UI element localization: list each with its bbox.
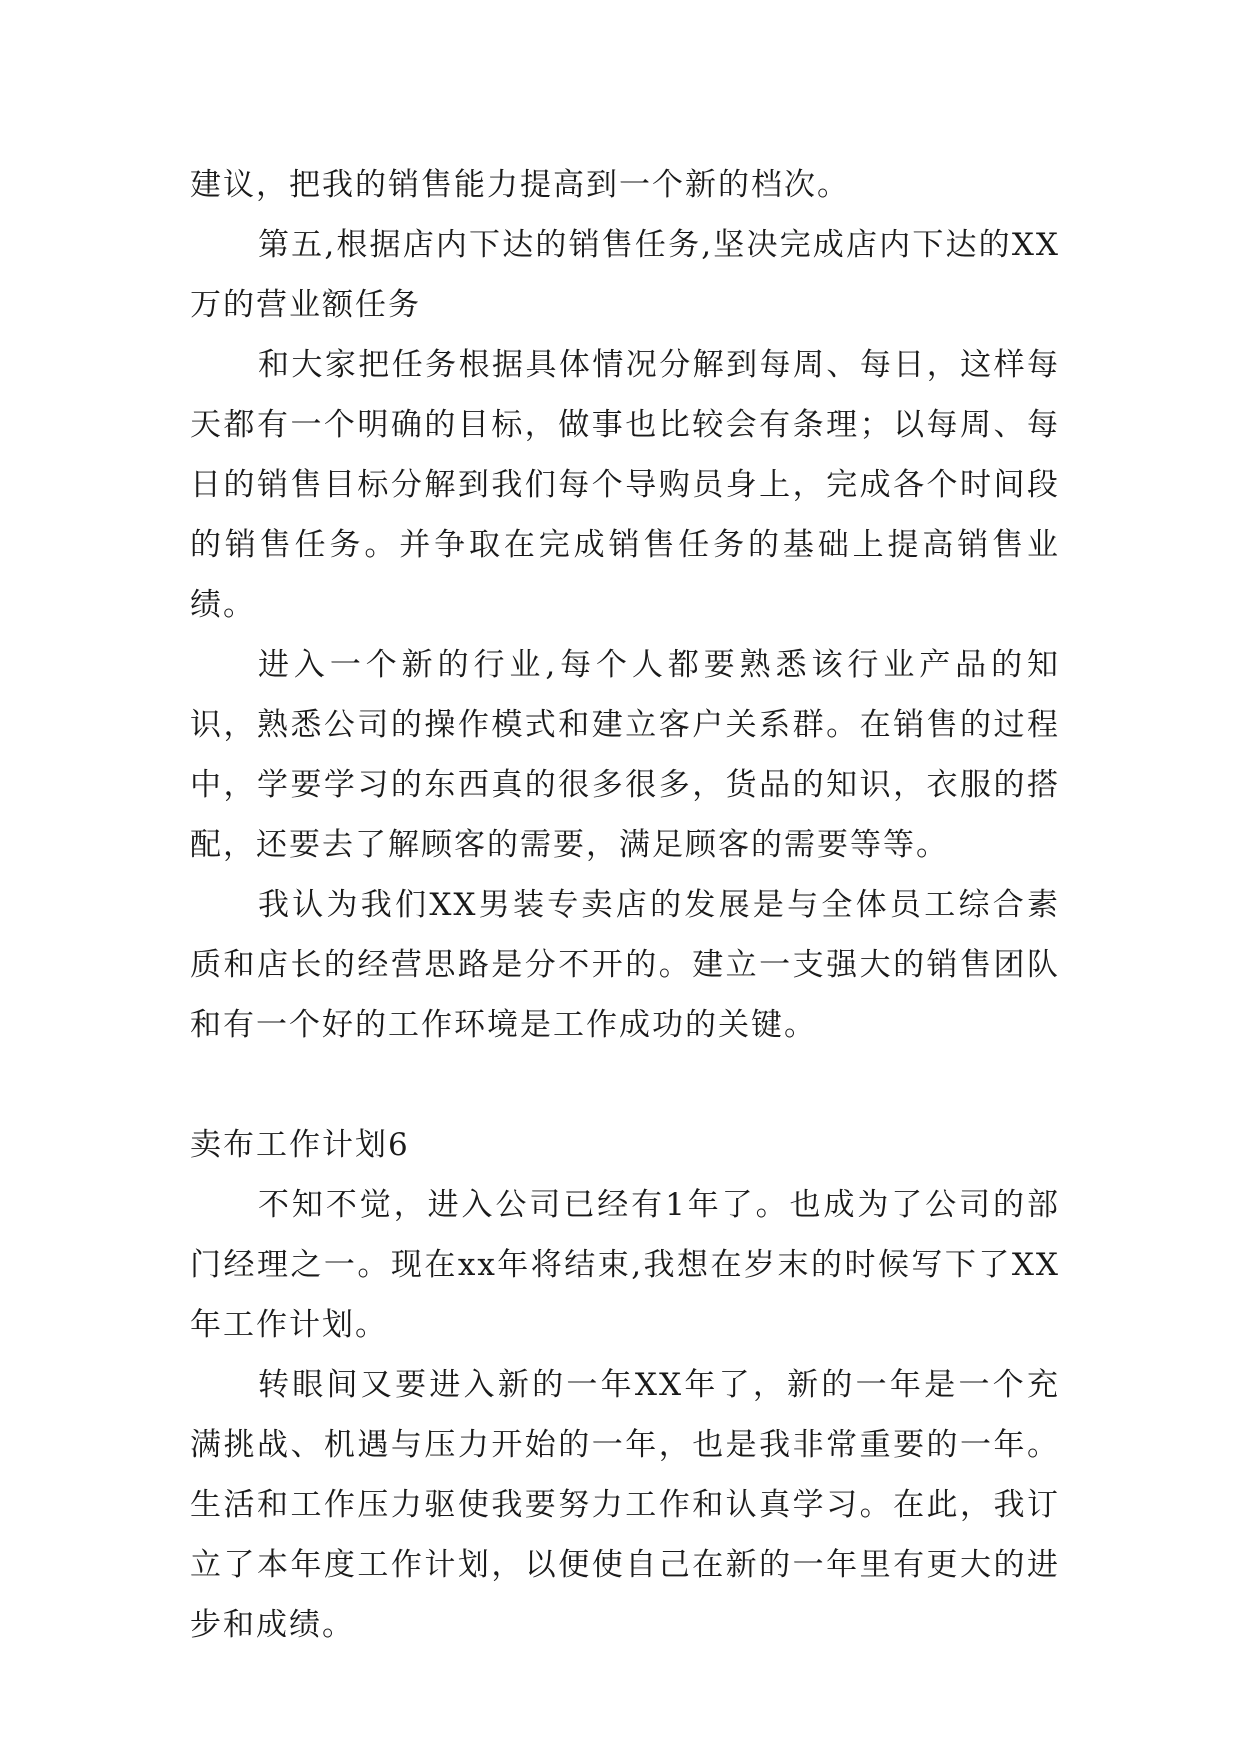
paragraph-one-year: 不知不觉，进入公司已经有1年了。也成为了公司的部门经理之一。现在xx年将结束,我想在岁末的时候写下了XX年工作计划。 — [190, 1187, 1060, 1343]
paragraph-new-year-plan: 转眼间又要进入新的一年XX年了，新的一年是一个充满挑战、机遇与压力开始的一年，也是我非常重要的一年。生活和工作压力驱使我要努力工作和认真学习。在此，我订立了本年度工作计划，以便使自己在新的一年里有更大的进步和成绩。 — [190, 1367, 1060, 1643]
section-title: 卖布工作计划6 — [190, 1127, 410, 1163]
paragraph-store-development: 我认为我们XX男装专卖店的发展是与全体员工综合素质和店长的经营思路是分不开的。建立一支强大的销售团队和有一个好的工作环境是工作成功的关键。 — [190, 887, 1060, 1043]
paragraph-task-breakdown: 和大家把任务根据具体情况分解到每周、每日，这样每天都有一个明确的目标，做事也比较会有条理；以每周、每日的销售目标分解到我们每个导购员身上，完成各个时间段的销售任务。并争取在完成销售任务的基础上提高销售业绩。 — [190, 347, 1060, 623]
paragraph-continuation: 建议，把我的销售能力提高到一个新的档次。 — [190, 167, 850, 203]
document-body — [190, 155, 1060, 1655]
paragraph-point-five: 第五,根据店内下达的销售任务,坚决完成店内下达的XX万的营业额任务 — [190, 227, 1060, 323]
paragraph-new-industry: 进入一个新的行业,每个人都要熟悉该行业产品的知识，熟悉公司的操作模式和建立客户关系群。在销售的过程中，学要学习的东西真的很多很多，货品的知识，衣服的搭配，还要去了解顾客的需要，满足顾客的需要等等。 — [190, 647, 1060, 863]
